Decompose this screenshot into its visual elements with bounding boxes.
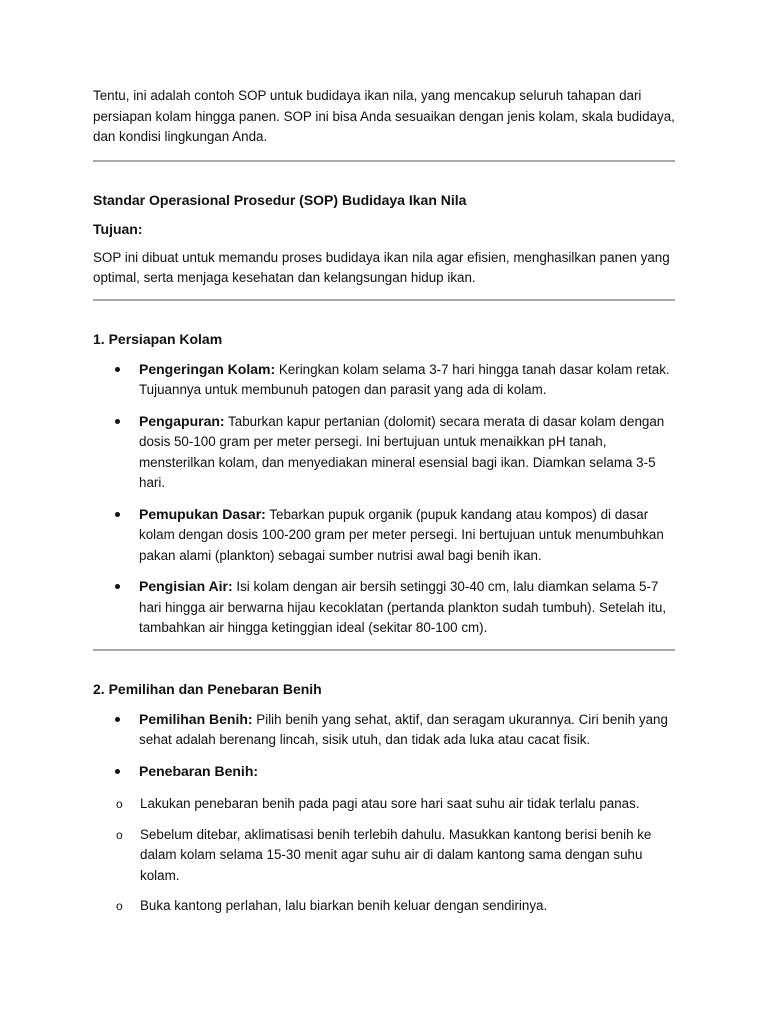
persiapan-kolam-list <box>93 359 675 639</box>
item-text: Isi kolam dengan air bersih setinggi 30-40 cm, lalu diamkan selama 5-7 hari hingga air berwarna hijau kecoklatan (pertanda plankton sudah tumbuh). Setelah itu, tambahkan air hingga ketinggian ideal (sekitar 80-100 cm). <box>139 579 667 635</box>
item-text: Taburkan kapur pertanian (dolomit) secara merata di dasar kolam dengan dosis 50-100 gram per meter persegi. Ini bertujuan untuk menaikkan pH tanah, mensterilkan kolam, dan menyediakan mineral esensial bagi ikan. Diamkan selama 3-5 hari. <box>139 413 665 490</box>
circle-bullet-icon: o <box>116 827 123 842</box>
item-term: Pengeringan Kolam: <box>139 360 276 377</box>
circle-bullet-icon: o <box>116 899 123 913</box>
item-term: Penebaran Benih: <box>139 762 259 779</box>
list-item <box>93 504 675 567</box>
item-term: Pengapuran: <box>139 412 225 429</box>
sub-item-text: Sebelum ditebar, aklimatisasi benih terlebih dahulu. Masukkan kantong berisi benih ke dalam kolam selama 15-30 menit agar suhu air di dalam kantong sama dengan suhu kolam. <box>140 826 652 883</box>
divider <box>93 649 675 651</box>
divider <box>93 160 675 162</box>
sub-item-text: Lakukan penebaran benih pada pagi atau sore hari saat suhu air tidak terlalu panas. <box>140 796 640 811</box>
sub-list-item <box>93 794 675 815</box>
sub-list-item <box>93 825 675 887</box>
penebaran-benih-sublist <box>93 794 675 917</box>
list-item <box>93 761 675 917</box>
bullet-dot-icon <box>115 584 120 589</box>
bullet-dot-icon <box>115 512 120 517</box>
divider <box>93 299 675 301</box>
circle-bullet-icon: o <box>116 797 123 811</box>
item-term: Pemilihan Benih: <box>139 710 253 727</box>
sub-list-item <box>93 896 675 917</box>
pemilihan-benih-list <box>93 709 675 917</box>
item-term: Pengisian Air: <box>139 578 233 594</box>
list-item <box>93 709 675 751</box>
section-heading-pemilihan-benih: 2. Pemilihan dan Penebaran Benih <box>93 680 322 697</box>
item-text: Pilih benih yang sehat, aktif, dan seragam ukurannya. Ciri benih yang sehat adalah berenang lincah, sisik utuh, dan tidak ada luka atau cacat fisik. <box>139 711 668 747</box>
list-item <box>93 576 675 639</box>
bullet-dot-icon <box>115 717 120 722</box>
item-text: Tebarkan pupuk organik (pupuk kandang atau kompos) di dasar kolam dengan dosis 100-200 gram per meter persegi. Ini bertujuan untuk menumbuhkan pakan alami (plankton) sebagai sumber nutrisi awal bagi benih ikan. <box>139 506 664 563</box>
bullet-dot-icon <box>115 769 120 774</box>
tujuan-paragraph: SOP ini dibuat untuk memandu proses budidaya ikan nila agar efisien, menghasilkan panen yang optimal, serta menjaga kesehatan dan kelangsungan hidup ikan. <box>93 249 670 285</box>
item-term: Pemupukan Dasar: <box>139 505 266 522</box>
bullet-dot-icon <box>115 419 120 424</box>
document-content <box>93 86 675 927</box>
bullet-dot-icon <box>115 367 120 372</box>
tujuan-label: Tujuan: <box>93 220 143 237</box>
list-item <box>93 359 675 401</box>
section-heading-persiapan-kolam: 1. Persiapan Kolam <box>93 330 223 347</box>
list-item <box>93 411 675 494</box>
sub-item-text: Buka kantong perlahan, lalu biarkan benih keluar dengan sendirinya. <box>140 898 548 913</box>
item-text: Keringkan kolam selama 3-7 hari hingga tanah dasar kolam retak. Tujuannya untuk membunuh patogen dan parasit yang ada di kolam. <box>139 361 670 397</box>
intro-paragraph: Tentu, ini adalah contoh SOP untuk budidaya ikan nila, yang mencakup seluruh tahapan dari persiapan kolam hingga panen. SOP ini bisa Anda sesuaikan dengan jenis kolam, skala budidaya, dan kondisi lingkungan Anda. <box>93 88 675 144</box>
document-title: Standar Operasional Prosedur (SOP) Budidaya Ikan Nila <box>93 191 467 208</box>
